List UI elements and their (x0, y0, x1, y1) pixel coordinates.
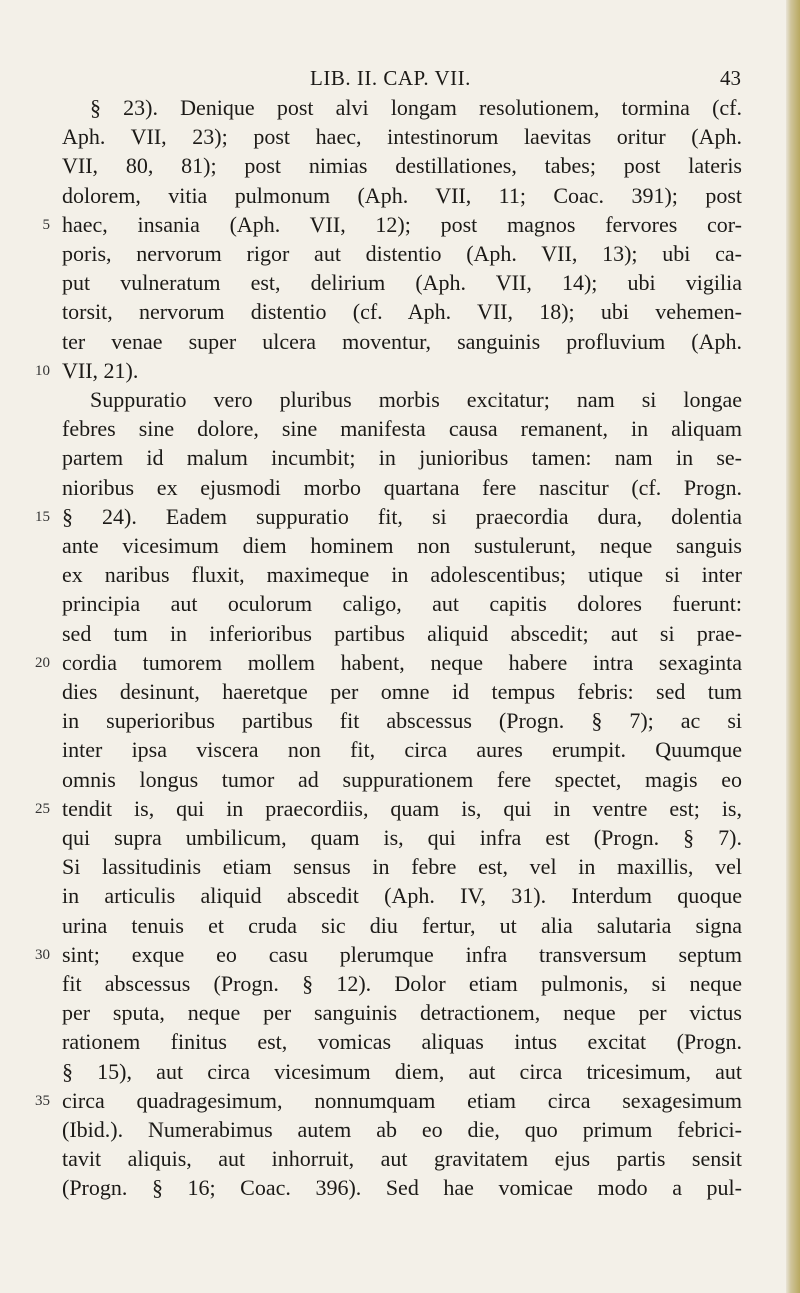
text-line (0, 211, 800, 239)
line-text: (Progn. § 16; Coac. 396). Sed hae vomicae modo a pul- (62, 1175, 742, 1201)
line-text: dies desinunt, haeretque per omne id tempus febris: sed tum (62, 679, 742, 704)
line-text: VII, 21). (62, 357, 139, 383)
line-text: partem id malum incumbit; in junioribus tamen: nam in se- (62, 445, 742, 471)
text-line (0, 94, 800, 122)
line-text: sint; exque eo casu plerumque infra transversum septum (62, 941, 742, 967)
text-line (0, 766, 800, 794)
text-line (0, 123, 800, 151)
page-number: 43 (720, 66, 741, 90)
text-line (0, 941, 800, 969)
text-line (0, 386, 800, 414)
text-line (0, 357, 800, 385)
text-line (0, 620, 800, 648)
text-line (0, 182, 800, 210)
line-text: (Ibid.). Numerabimus autem ab eo die, quo primum febrici- (62, 1117, 742, 1142)
line-text: febres sine dolore, sine manifesta causa remanent, in aliquam (62, 416, 742, 442)
line-number: 20 (35, 654, 50, 671)
text-line (0, 736, 800, 764)
line-text: Si lassitudinis etiam sensus in febre est, vel in maxillis, vel (62, 854, 742, 880)
line-text: § 15), aut circa vicesimum diem, aut circa tricesimum, aut (62, 1058, 742, 1084)
line-text: put vulneratum est, delirium (Aph. VII, 14); ubi vigilia (62, 270, 742, 296)
line-text: rationem finitus est, vomicas aliquas intus excitat (Progn. (62, 1029, 742, 1055)
line-text: Aph. VII, 23); post haec, intestinorum laevitas oritur (Aph. (62, 124, 742, 150)
text-line (0, 444, 800, 472)
line-number: 30 (35, 946, 50, 963)
text-line (0, 298, 800, 326)
line-number: 15 (35, 508, 50, 525)
text-line (0, 970, 800, 998)
line-text: tendit is, qui in praecordiis, quam is, qui in ventre est; is, (62, 795, 742, 821)
text-line (0, 561, 800, 589)
line-text: fit abscessus (Progn. § 12). Dolor etiam pulmonis, si neque (62, 971, 742, 996)
line-text: tavit aliquis, aut inhorruit, aut gravitatem ejus partis sensit (62, 1146, 742, 1172)
line-text: circa quadragesimum, nonnumquam etiam circa sexagesimum (62, 1087, 742, 1113)
line-text: sed tum in inferioribus partibus aliquid abscedit; aut si prae- (62, 620, 742, 646)
text-line (0, 269, 800, 297)
text-line (0, 853, 800, 881)
line-text: Suppuratio vero pluribus morbis excitatur; nam si longae (90, 387, 742, 412)
line-text: ex naribus fluxit, maximeque in adolescentibus; utique si inter (62, 562, 742, 588)
text-line (0, 707, 800, 735)
running-title: LIB. II. CAP. VII. (310, 66, 471, 90)
line-text: ter venae super ulcera moventur, sanguinis profluvium (Aph. (62, 328, 742, 354)
text-line (0, 152, 800, 180)
line-text: qui supra umbilicum, quam is, qui infra est (Progn. § 7). (62, 825, 742, 850)
line-text: haec, insania (Aph. VII, 12); post magnos fervores cor- (62, 211, 742, 237)
text-line (0, 415, 800, 443)
text-line (0, 1174, 800, 1202)
line-text: omnis longus tumor ad suppurationem fere spectet, magis eo (62, 766, 742, 792)
line-number: 35 (35, 1092, 50, 1109)
line-number: 5 (42, 216, 50, 233)
text-line (0, 503, 800, 531)
text-line (0, 328, 800, 356)
text-line (0, 1145, 800, 1173)
text-line (0, 649, 800, 677)
line-text: § 24). Eadem suppuratio fit, si praecordia dura, dolentia (62, 503, 742, 529)
text-line (0, 1028, 800, 1056)
line-text: in superioribus partibus fit abscessus (Progn. § 7); ac si (62, 708, 742, 734)
line-number: 25 (35, 800, 50, 817)
line-text: poris, nervorum rigor aut distentio (Aph. VII, 13); ubi ca- (62, 241, 742, 266)
line-text: per sputa, neque per sanguinis detractionem, neque per victus (62, 1000, 742, 1026)
text-line (0, 532, 800, 560)
text-line (0, 1087, 800, 1115)
text-line (0, 474, 800, 502)
text-line (0, 1058, 800, 1086)
line-text: § 23). Denique post alvi longam resolutionem, tormina (cf. (90, 95, 742, 120)
line-text: inter ipsa viscera non fit, circa aures erumpit. Quumque (62, 737, 742, 763)
text-line (0, 882, 800, 910)
line-text: dolorem, vitia pulmonum (Aph. VII, 11; Coac. 391); post (62, 182, 742, 208)
text-line (0, 590, 800, 618)
text-line (0, 824, 800, 852)
line-text: in articulis aliquid abscedit (Aph. IV, 31). Interdum quoque (62, 883, 742, 909)
text-line (0, 912, 800, 940)
line-text: VII, 80, 81); post nimias destillationes, tabes; post lateris (62, 153, 742, 179)
text-line (0, 1116, 800, 1144)
text-line (0, 999, 800, 1027)
line-text: nioribus ex ejusmodi morbo quartana fere nascitur (cf. Progn. (62, 474, 742, 500)
text-line (0, 795, 800, 823)
line-text: principia aut oculorum caligo, aut capitis dolores fuerunt: (62, 591, 742, 617)
line-text: ante vicesimum diem hominem non sustulerunt, neque sanguis (62, 533, 742, 558)
line-number: 10 (35, 362, 50, 379)
text-line (0, 678, 800, 706)
line-text: cordia tumorem mollem habent, neque habere intra sexaginta (62, 649, 742, 675)
line-text: urina tenuis et cruda sic diu fertur, ut alia salutaria signa (62, 912, 742, 938)
text-line (0, 240, 800, 268)
line-text: torsit, nervorum distentio (cf. Aph. VII, 18); ubi vehemen- (62, 299, 742, 325)
